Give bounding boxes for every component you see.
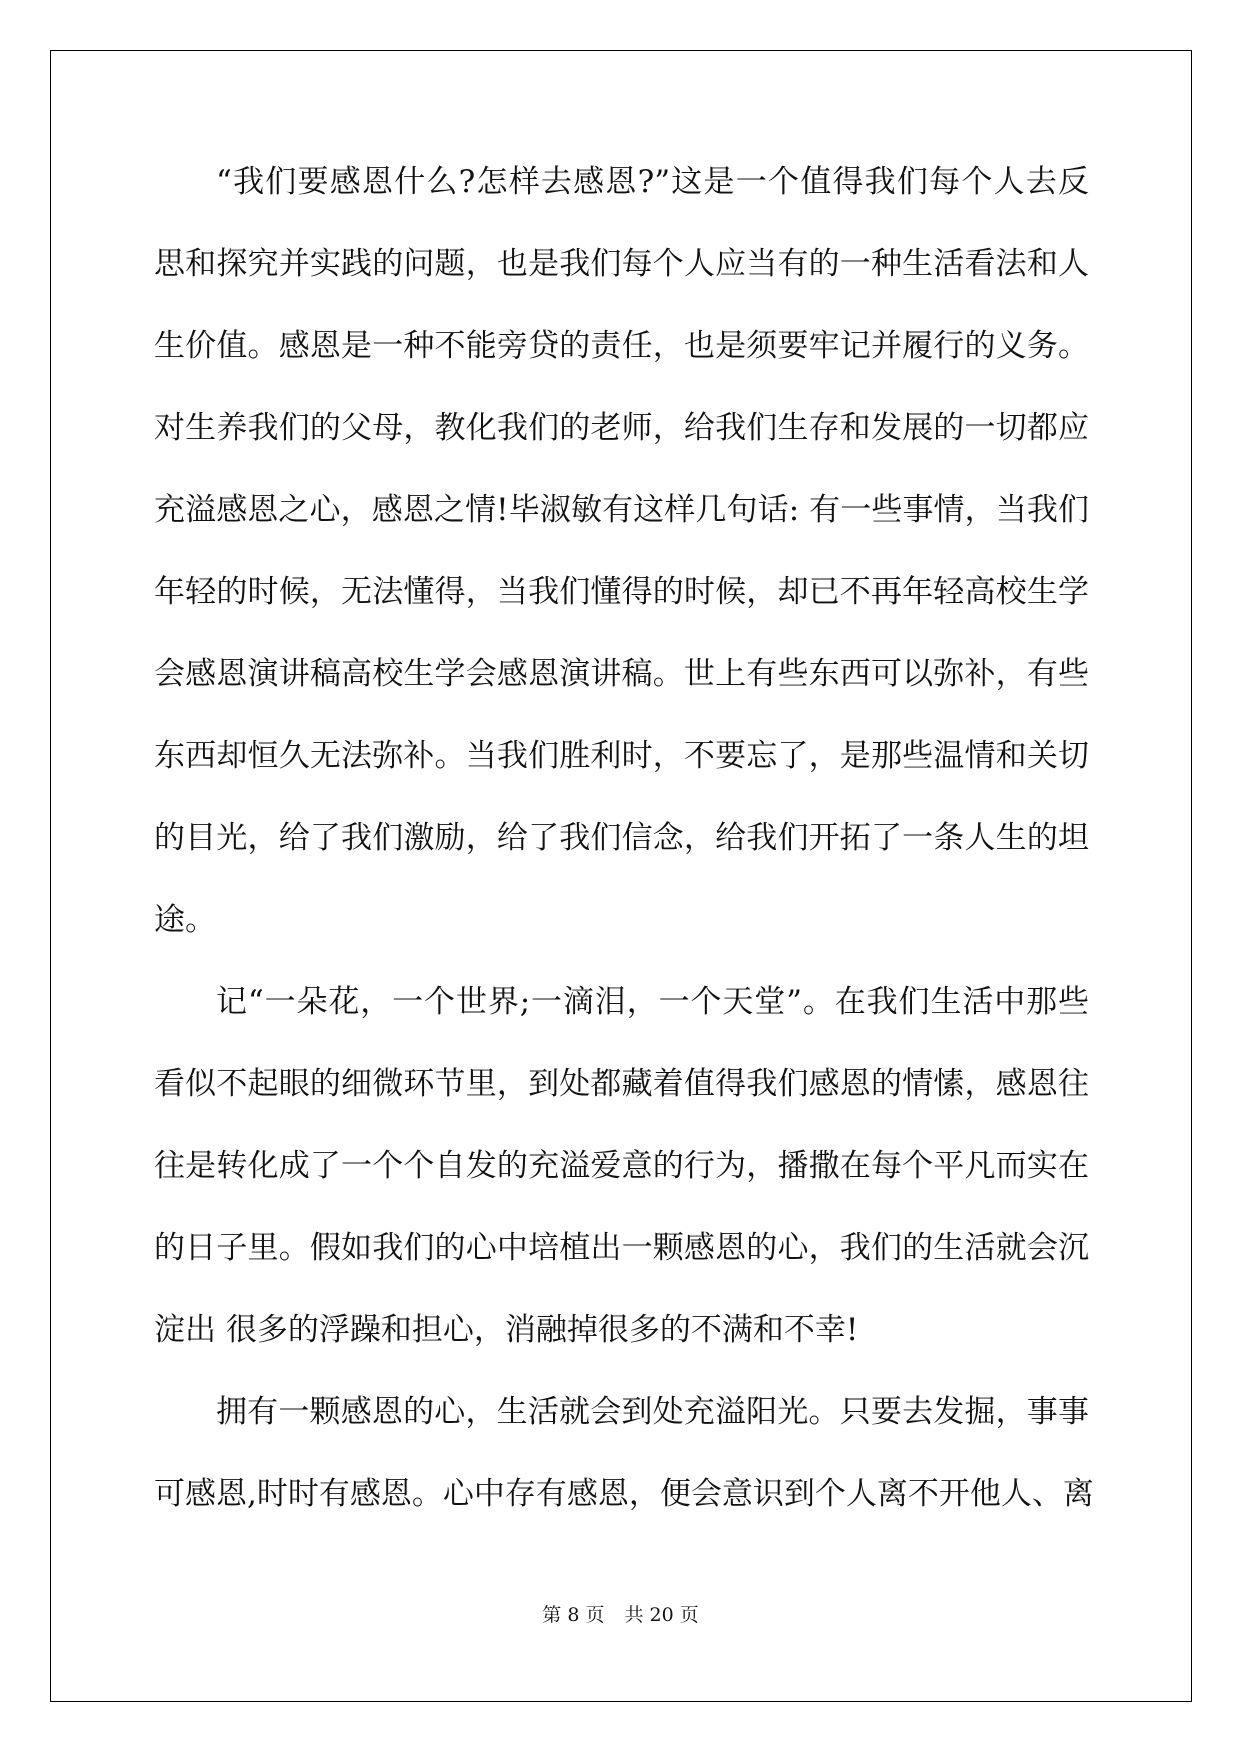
- paragraph-1-line-1: “我们要感恩什么?怎样去感恩?”这是一个值得我们每个人去反: [216, 164, 1089, 200]
- paragraph-2-line-3: 往是转化成了一个个自发的充溢爱意的行为，播撒在每个平凡而实在: [154, 1148, 1089, 1184]
- paragraph-3-line-1: 拥有一颗感恩的心，生活就会到处充溢阳光。只要去发掘，事事: [216, 1394, 1089, 1430]
- paragraph-1-line-8: 东西却恒久无法弥补。当我们胜利时，不要忘了，是那些温情和关切: [154, 738, 1089, 774]
- paragraph-1-line-2: 思和探究并实践的问题，也是我们每个人应当有的一种生活看法和人: [154, 246, 1089, 282]
- paragraph-1-line-4: 对生养我们的父母，教化我们的老师，给我们生存和发展的一切都应: [154, 410, 1089, 446]
- paragraph-2-line-4: 的日子里。假如我们的心中培植出一颗感恩的心，我们的生活就会沉: [154, 1230, 1089, 1266]
- paragraph-1-line-5: 充溢感恩之心，感恩之情!毕淑敏有这样几句话: 有一些事情，当我们: [154, 492, 1089, 528]
- page-total: 共 20 页: [624, 1604, 699, 1626]
- document-body: [154, 158, 1094, 1552]
- paragraph-3-line-2: 可感恩,时时有感恩。心中存有感恩，便会意识到个人离不开他人、离: [154, 1476, 1094, 1512]
- paragraph-1-line-10: 途。: [154, 902, 216, 938]
- paragraph-2-line-5: 淀出 很多的浮躁和担心，消融掉很多的不满和不幸!: [154, 1312, 859, 1348]
- paragraph-1-line-6: 年轻的时候，无法懂得，当我们懂得的时候，却已不再年轻高校生学: [154, 574, 1089, 610]
- page-number: 第 8 页: [542, 1604, 605, 1626]
- paragraph-2-line-2: 看似不起眼的细微环节里，到处都藏着值得我们感恩的情愫，感恩往: [154, 1066, 1089, 1102]
- paragraph-1-line-9: 的目光，给了我们激励，给了我们信念，给我们开拓了一条人生的坦: [154, 820, 1089, 856]
- paragraph-1-line-3: 生价值。感恩是一种不能旁贷的责任，也是须要牢记并履行的义务。: [154, 328, 1089, 364]
- paragraph-1-line-7: 会感恩演讲稿高校生学会感恩演讲稿。世上有些东西可以弥补，有些: [154, 656, 1089, 692]
- page-footer: [0, 1600, 1241, 1627]
- paragraph-2-line-1: 记“一朵花，一个世界;一滴泪，一个天堂”。在我们生活中那些: [216, 984, 1089, 1020]
